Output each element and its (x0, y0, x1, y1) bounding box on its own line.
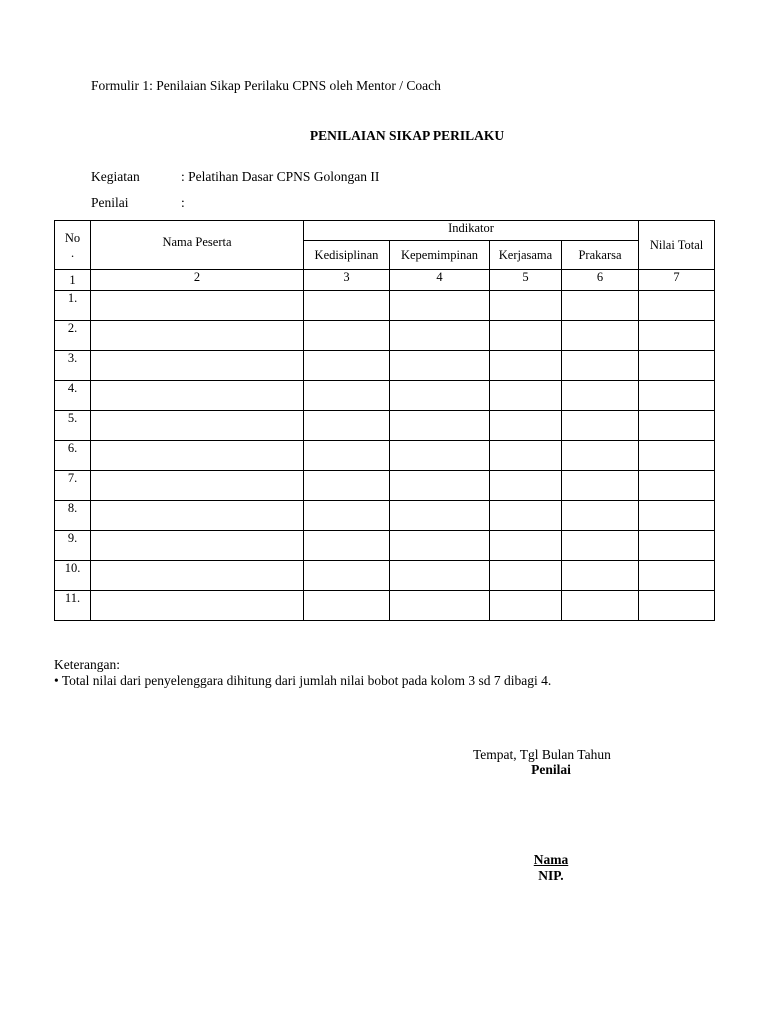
cell-kerjasama[interactable] (490, 501, 562, 531)
cell-kedisiplinan[interactable] (304, 531, 390, 561)
cell-kepemimpinan[interactable] (390, 591, 490, 621)
cell-kepemimpinan[interactable] (390, 411, 490, 441)
cell-nama-peserta[interactable] (91, 501, 304, 531)
cell-prakarsa[interactable] (562, 441, 639, 471)
cell-kedisiplinan[interactable] (304, 411, 390, 441)
cell-kerjasama[interactable] (490, 321, 562, 351)
header-no (55, 221, 91, 270)
row-number: 10. (55, 561, 91, 591)
table-row (55, 351, 715, 381)
cell-kedisiplinan[interactable] (304, 471, 390, 501)
cell-nama-peserta[interactable] (91, 531, 304, 561)
cell-kerjasama[interactable] (490, 291, 562, 321)
cell-kepemimpinan[interactable] (390, 501, 490, 531)
cell-kedisiplinan[interactable] (304, 561, 390, 591)
table-row (55, 561, 715, 591)
cell-nilai-total[interactable] (639, 381, 715, 411)
header-kepemimpinan: Kepemimpinan (390, 241, 490, 270)
cell-prakarsa[interactable] (562, 501, 639, 531)
table-row (55, 531, 715, 561)
cell-kerjasama[interactable] (490, 591, 562, 621)
row-number: 11. (55, 591, 91, 621)
cell-kepemimpinan[interactable] (390, 321, 490, 351)
row-number: 6. (55, 441, 91, 471)
cell-nama-peserta[interactable] (91, 591, 304, 621)
cell-kerjasama[interactable] (490, 561, 562, 591)
row-number: 8. (55, 501, 91, 531)
header-row (55, 221, 715, 241)
header-nilai-total: Nilai Total (639, 221, 715, 270)
cell-kerjasama[interactable] (490, 471, 562, 501)
cell-nilai-total[interactable] (639, 531, 715, 561)
header-kerjasama: Kerjasama (490, 241, 562, 270)
cell-nama-peserta[interactable] (91, 561, 304, 591)
cell-kedisiplinan[interactable] (304, 321, 390, 351)
cell-kedisiplinan[interactable] (304, 381, 390, 411)
row-number: 3. (55, 351, 91, 381)
cell-nama-peserta[interactable] (91, 471, 304, 501)
cell-nama-peserta[interactable] (91, 441, 304, 471)
cell-kepemimpinan[interactable] (390, 351, 490, 381)
cell-prakarsa[interactable] (562, 411, 639, 441)
header-nama-peserta: Nama Peserta (91, 221, 304, 270)
cell-kedisiplinan[interactable] (304, 501, 390, 531)
cell-nama-peserta[interactable] (91, 291, 304, 321)
cell-kerjasama[interactable] (490, 381, 562, 411)
header-kedisiplinan: Kedisiplinan (304, 241, 390, 270)
cell-nama-peserta[interactable] (91, 321, 304, 351)
row-number: 9. (55, 531, 91, 561)
header-no-line1: No (64, 231, 81, 245)
cell-nilai-total[interactable] (639, 471, 715, 501)
kegiatan-value: : Pelatihan Dasar CPNS Golongan II (181, 169, 380, 184)
table-row (55, 591, 715, 621)
cell-kerjasama[interactable] (490, 531, 562, 561)
cell-kerjasama[interactable] (490, 351, 562, 381)
cell-kedisiplinan[interactable] (304, 591, 390, 621)
signature-name: Nama (533, 852, 569, 867)
penilai-value: : (181, 195, 185, 210)
signature-nip: NIP. (538, 868, 564, 883)
header-no-line2: . (70, 246, 75, 260)
cell-kepemimpinan[interactable] (390, 561, 490, 591)
cell-nilai-total[interactable] (639, 501, 715, 531)
column-number: 7 (639, 270, 715, 291)
cell-nilai-total[interactable] (639, 591, 715, 621)
row-number: 7. (55, 471, 91, 501)
notes-bullet: • Total nilai dari penyelenggara dihitung dari jumlah nilai bobot pada kolom 3 sd 7 dibagi 4. (54, 673, 552, 688)
signature-role: Penilai (531, 762, 571, 777)
row-number: 5. (55, 411, 91, 441)
column-number: 4 (390, 270, 490, 291)
cell-nilai-total[interactable] (639, 411, 715, 441)
cell-kerjasama[interactable] (490, 441, 562, 471)
table-row (55, 381, 715, 411)
document-title: PENILAIAN SIKAP PERILAKU (309, 128, 505, 143)
table-row (55, 501, 715, 531)
notes-heading: Keterangan: (54, 657, 120, 672)
column-number: 6 (562, 270, 639, 291)
column-number-row (55, 270, 715, 291)
signature-place-date: Tempat, Tgl Bulan Tahun (473, 747, 611, 762)
column-number: 2 (91, 270, 304, 291)
column-number: 5 (490, 270, 562, 291)
header-prakarsa: Prakarsa (562, 241, 639, 270)
row-number: 2. (55, 321, 91, 351)
cell-kepemimpinan[interactable] (390, 471, 490, 501)
column-number: 1 (55, 270, 91, 291)
cell-nama-peserta[interactable] (91, 351, 304, 381)
cell-prakarsa[interactable] (562, 381, 639, 411)
penilai-label: Penilai (91, 195, 129, 210)
cell-kedisiplinan[interactable] (304, 351, 390, 381)
cell-nama-peserta[interactable] (91, 411, 304, 441)
row-number: 1. (55, 291, 91, 321)
header-indikator: Indikator (304, 221, 639, 241)
table-row (55, 441, 715, 471)
cell-prakarsa[interactable] (562, 561, 639, 591)
cell-prakarsa[interactable] (562, 321, 639, 351)
row-number: 4. (55, 381, 91, 411)
cell-kepemimpinan[interactable] (390, 291, 490, 321)
cell-kedisiplinan[interactable] (304, 441, 390, 471)
cell-nilai-total[interactable] (639, 291, 715, 321)
cell-nilai-total[interactable] (639, 441, 715, 471)
notes-section (54, 657, 551, 689)
cell-nama-peserta[interactable] (91, 381, 304, 411)
table-row (55, 411, 715, 441)
cell-prakarsa[interactable] (562, 531, 639, 561)
assessment-table (54, 220, 715, 621)
cell-prakarsa[interactable] (562, 591, 639, 621)
kegiatan-label: Kegiatan (91, 169, 140, 184)
table-row (55, 321, 715, 351)
cell-kedisiplinan[interactable] (304, 291, 390, 321)
column-number: 3 (304, 270, 390, 291)
cell-nilai-total[interactable] (639, 561, 715, 591)
cell-kepemimpinan[interactable] (390, 531, 490, 561)
cell-kepemimpinan[interactable] (390, 381, 490, 411)
cell-prakarsa[interactable] (562, 471, 639, 501)
cell-nilai-total[interactable] (639, 351, 715, 381)
table-row (55, 471, 715, 501)
cell-prakarsa[interactable] (562, 291, 639, 321)
cell-prakarsa[interactable] (562, 351, 639, 381)
cell-nilai-total[interactable] (639, 321, 715, 351)
cell-kerjasama[interactable] (490, 411, 562, 441)
table-row (55, 291, 715, 321)
form-title: Formulir 1: Penilaian Sikap Perilaku CPNS oleh Mentor / Coach (91, 78, 441, 93)
cell-kepemimpinan[interactable] (390, 441, 490, 471)
